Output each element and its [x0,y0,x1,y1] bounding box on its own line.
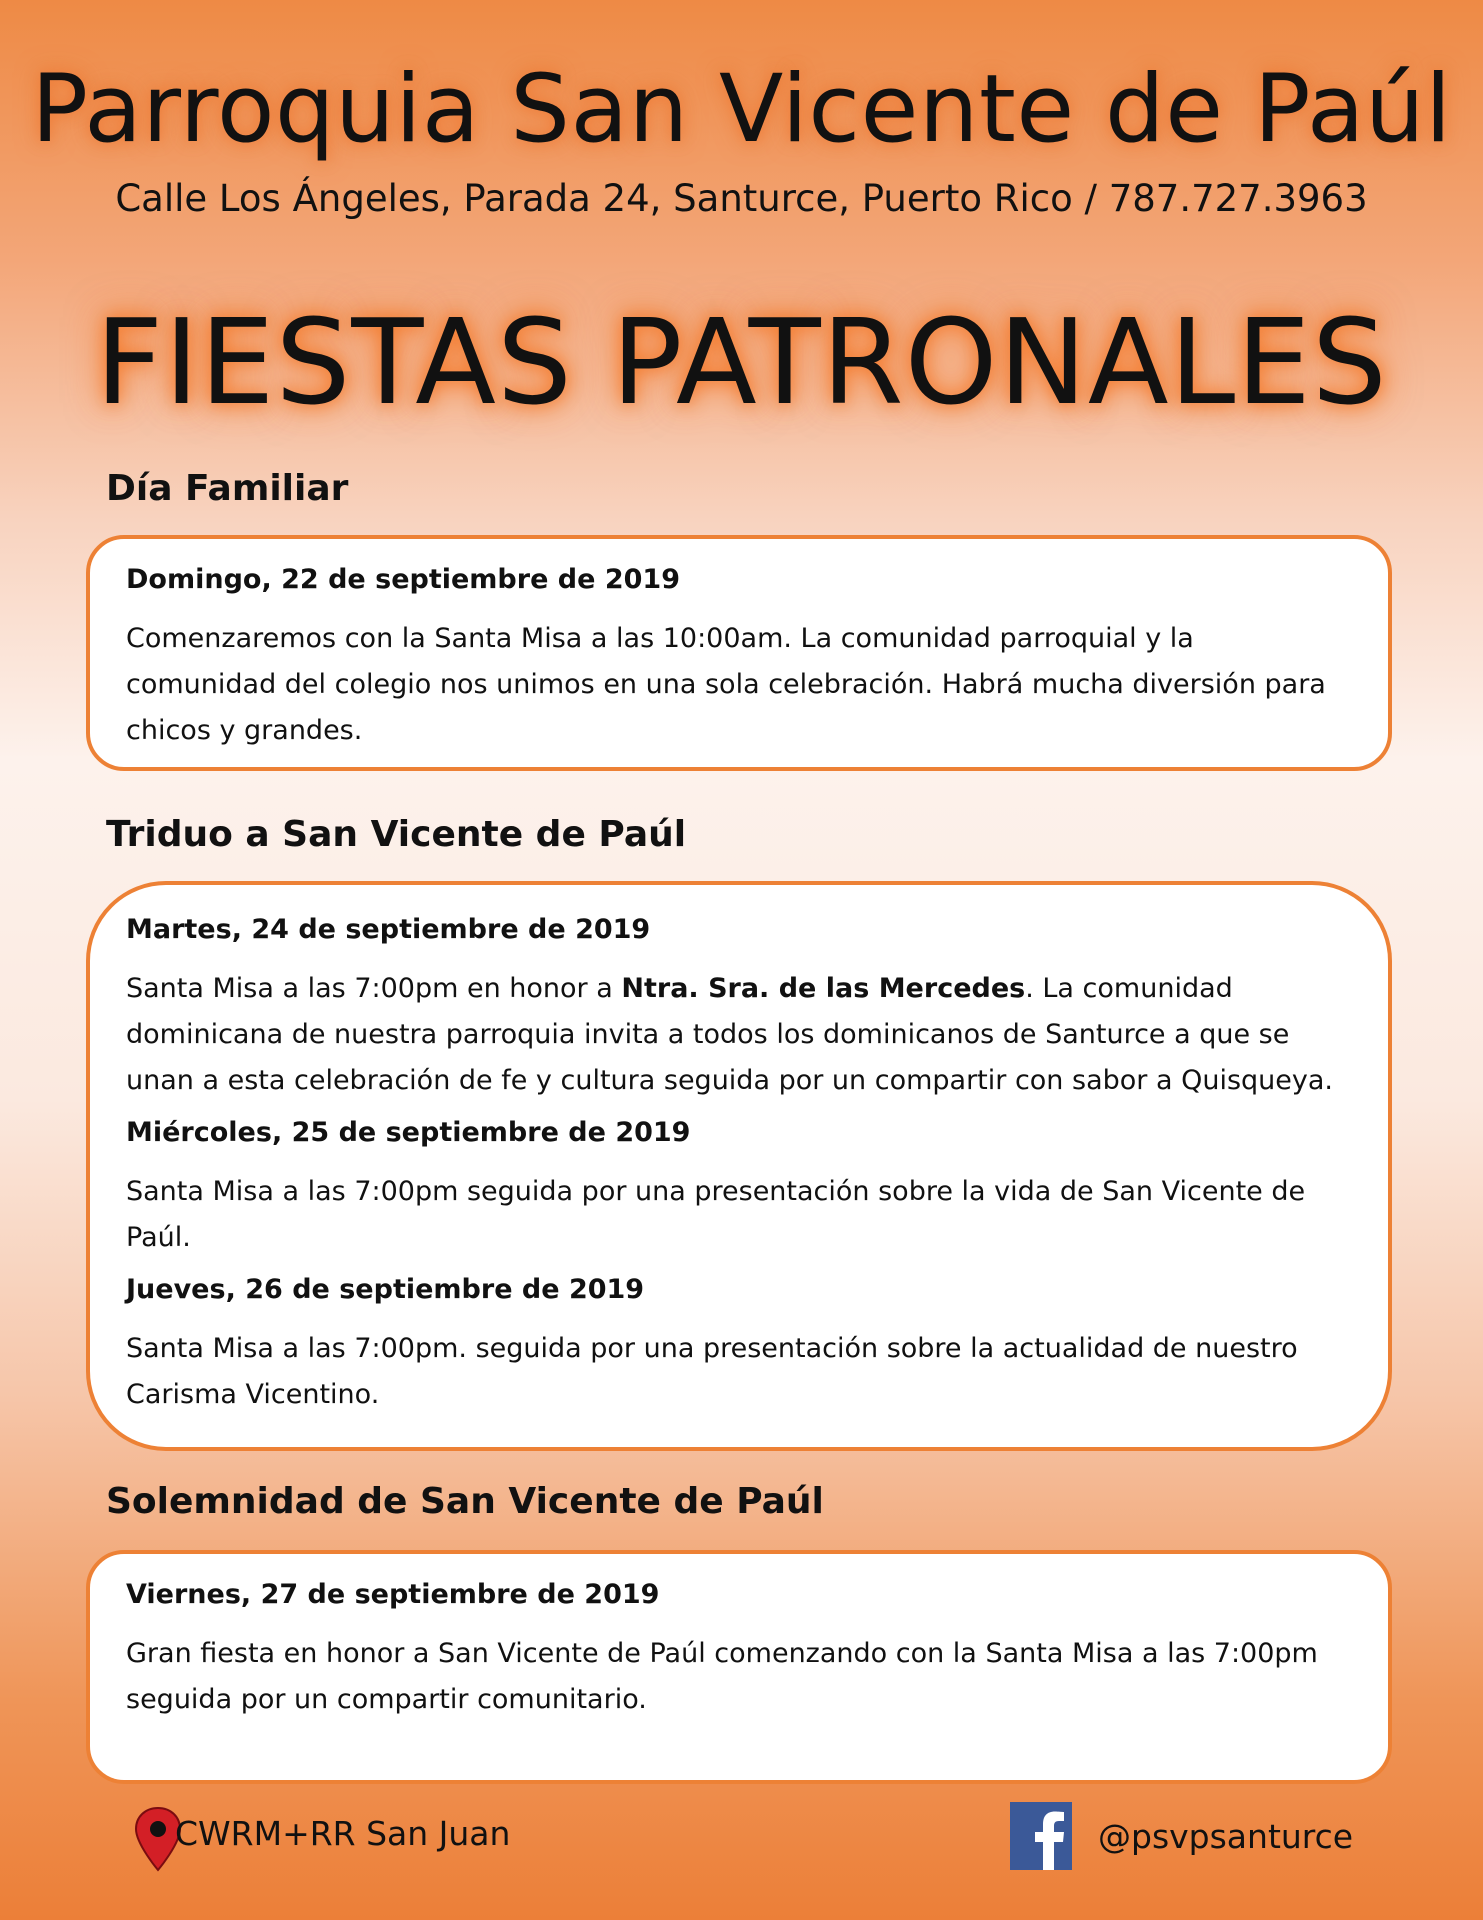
parish-name: Parroquia San Vicente de Paúl [31,55,1452,164]
entry-description: Santa Misa a las 7:00pm. seguida por una presentación sobre la actualidad de nuestro Carisma Vicentino. [126,1333,1298,1410]
entry-date: Domingo, 22 de septiembre de 2019 [126,564,680,595]
event-card-triduo [86,881,1392,1451]
entry-description: Santa Misa a las 7:00pm seguida por una presentación sobre la vida de San Vicente de Paúl. [126,1176,1306,1253]
entry-description: Gran fiesta en honor a San Vicente de Paúl comenzando con la Santa Misa a las 7:00pm seguida por un compartir comunitario. [126,1638,1318,1715]
entry-date: Jueves, 26 de septiembre de 2019 [126,1274,645,1305]
event-card-dia-familiar [86,535,1392,771]
section-title-dia-familiar: Día Familiar [106,468,349,509]
entry-date: Martes, 24 de septiembre de 2019 [126,914,651,945]
entry-description: Santa Misa a las 7:00pm en honor a Ntra. Sra. de las Mercedes. La comunidad dominicana de nuestra parroquia invita a todos los dominicanos de Santurce a que se unan a esta celebración de fe y cultura seguida por un compartir con sabor a Quisqueya. [126,973,1333,1096]
social-handle[interactable]: @psvpsanturce [1098,1817,1354,1856]
facebook-icon[interactable] [1010,1802,1072,1870]
event-card-solemnidad [86,1550,1392,1784]
entry-date: Viernes, 27 de septiembre de 2019 [126,1579,660,1610]
section-title-solemnidad: Solemnidad de San Vicente de Paúl [106,1481,824,1522]
location-text: CWRM+RR San Juan [175,1814,511,1853]
entry-date: Miércoles, 25 de septiembre de 2019 [126,1117,691,1148]
parish-address: Calle Los Ángeles, Parada 24, Santurce, Puerto Rico / 787.727.3963 [115,177,1368,220]
highlight-text: Ntra. Sra. de las Mercedes [621,973,1026,1004]
section-title-triduo: Triduo a San Vicente de Paúl [106,814,687,855]
entry-description: Comenzaremos con la Santa Misa a las 10:00am. La comunidad parroquial y la comunidad del colegio nos unimos en una sola celebración. Habrá mucha diversión para chicos y grandes. [126,623,1326,746]
event-title: FIESTAS PATRONALES [95,293,1388,431]
